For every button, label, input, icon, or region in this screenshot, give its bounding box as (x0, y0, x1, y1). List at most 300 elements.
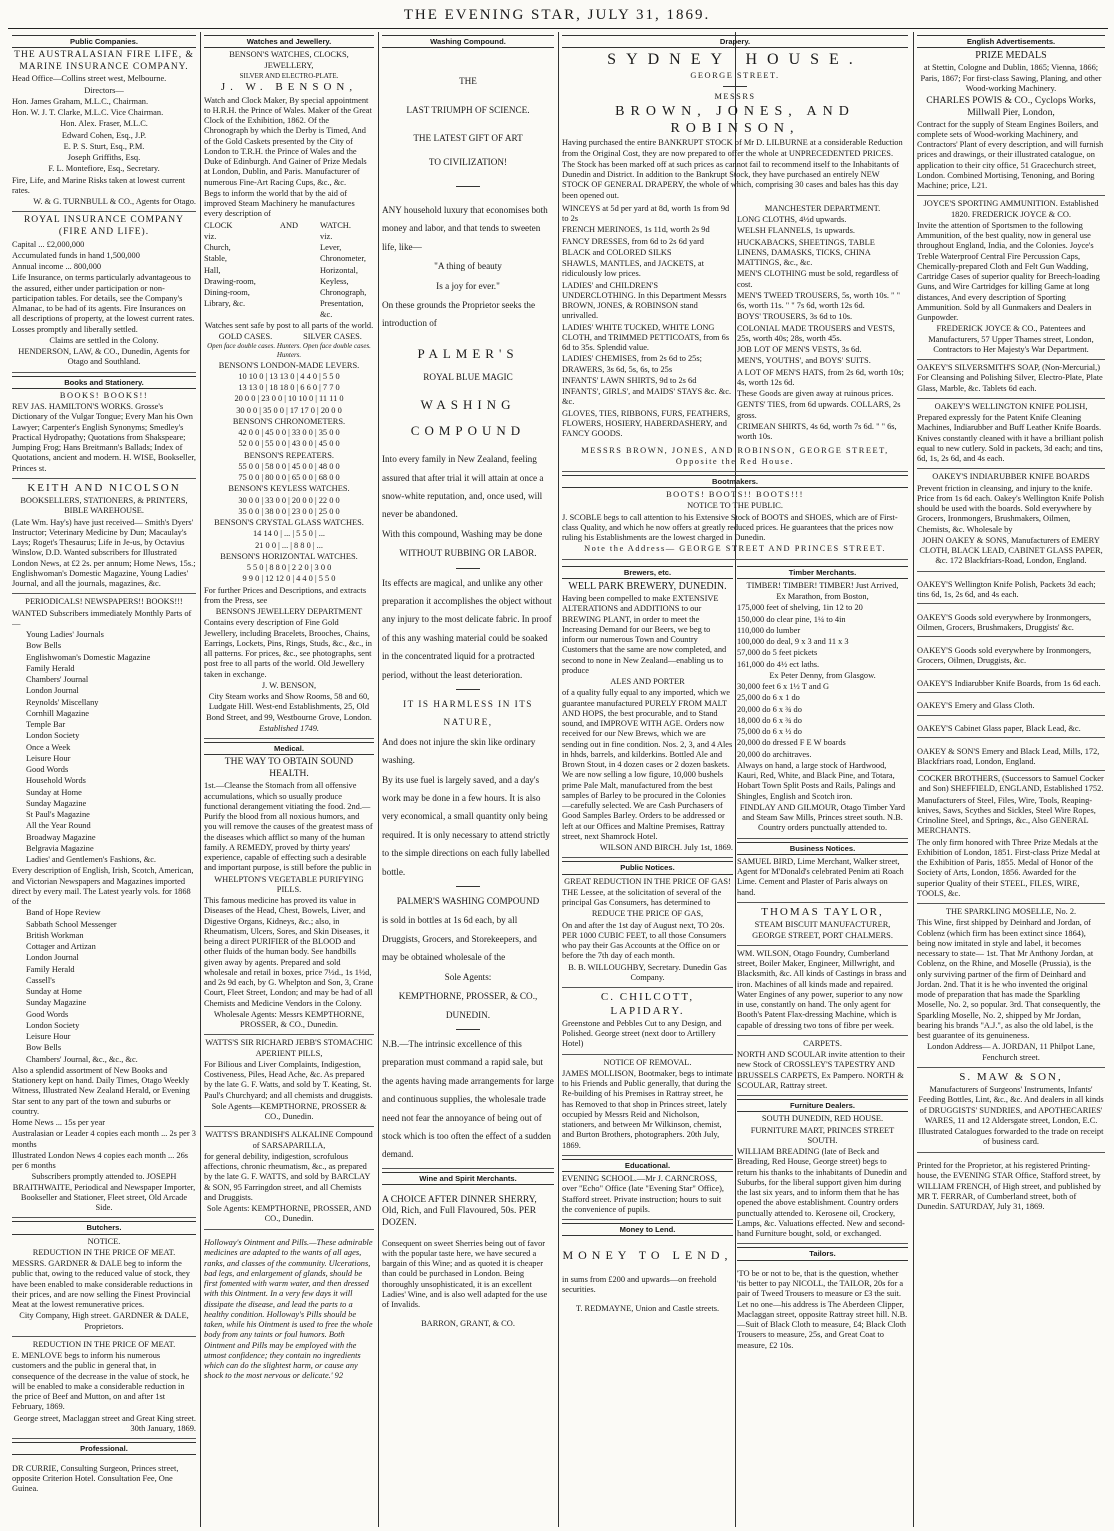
column-1 (12, 32, 196, 1527)
section-heading: Wine and Spirit Merchants. (382, 1172, 554, 1185)
list-item: Good Words (26, 765, 69, 775)
list-item: Drawing-room, (204, 276, 256, 286)
ad-text: REDUCE THE PRICE OF GAS, (591, 909, 704, 919)
ad-text: Accumulated funds in hand 1,500,000 (12, 250, 140, 260)
ad-text: Begs to inform the world that by the aid of improved Steam Machinery he manufactures every description of (204, 188, 355, 219)
ad-oakey-polish (917, 402, 1105, 470)
ad-title: COCKER BROTHERS, (Successors to Samuel Cocker and Son) SHEFFIELD, ENGLAND, Established 1752. (918, 774, 1104, 794)
ad-text: NOTICE. (87, 1236, 121, 1246)
ad-text: WATCH. (320, 220, 351, 230)
ad-text: E. P. S. Sturt, Esq., P.M. (63, 141, 145, 151)
ad-title: BENSON'S WATCHES, CLOCKS, JEWELLERY, (229, 50, 349, 70)
list-item: viz. (320, 231, 333, 241)
table-row: 161,000 do 4½ ect laths. (737, 659, 820, 669)
ad-timber (737, 581, 908, 839)
column-2 (204, 32, 374, 1527)
ad-text: Hon. Alex. Fraser, M.L.C. (60, 119, 148, 129)
ad-maw (917, 1071, 1105, 1153)
divider (456, 886, 480, 887)
ad-text: W. & G. TURNBULL & CO., Agents for Otago. (33, 197, 196, 207)
price-row: 35 0 0 | 38 0 0 | 23 0 0 | 25 0 0 (238, 506, 340, 516)
ad-text: Annual income ... 800,000 (12, 262, 102, 272)
list-item: Sunday Magazine (26, 798, 87, 808)
list-item: Library, &c. (204, 299, 246, 309)
ad-text: ANY household luxury that economises both money and labor, and that tends to sweeten life, like— (382, 204, 548, 252)
list-item: MEN'S CLOTHING must be sold, regardless of cost. (737, 269, 899, 289)
ad-text: for general debility, indigestion, scrofulous affections, chronic rheumatism, &c., as prepared by the late G. F. WATTS, and sold by BARCLAY & SON, 95 Farringdon street, and all Chemists and Druggists. (204, 1151, 371, 1202)
ad-text: MANCHESTER DEPARTMENT. (764, 203, 881, 213)
ad-title: MONEY TO LEND, (562, 1248, 733, 1263)
ad-text: WITHOUT RUBBING OR LABOR. (399, 548, 537, 559)
section-heading: Educational. (562, 1159, 733, 1172)
ad-breading (737, 1114, 908, 1244)
timber-list (737, 603, 908, 670)
column-rule (378, 32, 379, 1527)
ad-menlove (12, 1340, 196, 1439)
list-item: Sunday at Home (26, 987, 82, 997)
ad-title: BENSON'S JEWELLERY DEPARTMENT (215, 607, 363, 616)
list-item: Dining-room, (204, 288, 250, 298)
ad-text: Joseph Griffiths, Esq. (67, 153, 141, 163)
list-item: Reynolds' Miscellany (26, 697, 99, 707)
ad-text: And does not injure the skin like ordinary washing. (382, 736, 536, 766)
column-4 (562, 32, 908, 1527)
ad-text: MESSRS. GARDNER & DALE beg to inform the public that, owing to the reduced value of stock, they have been enabled to make considerable reductions in their prices, and are now selling the Finest Provincial Meat at the lowest remunerative prices. (12, 1259, 193, 1310)
price-table (204, 361, 374, 585)
ad-well-park (562, 581, 733, 858)
list-item: All the Year Round (26, 821, 91, 831)
ad-text: Edward Cohen, Esq., J.P. (61, 130, 147, 140)
manchester-list (737, 215, 908, 442)
list-item: Hall, (204, 265, 221, 275)
ad-carpets (737, 1039, 908, 1096)
divider (456, 186, 480, 187)
list-item: Englishwoman's Domestic Magazine (26, 652, 151, 662)
ad-text: at Stettin, Cologne and Dublin, 1865; Vienna, 1866; Paris, 1867; For first-class Sawing, Planing, and other Wood-working Machinery. (920, 63, 1102, 93)
list-item: Cottager and Artizan (26, 942, 96, 952)
periodical-list (12, 630, 196, 865)
list-item: Lever, (320, 243, 342, 253)
table-row: 20,000 do 6 x ¾ do (737, 704, 802, 714)
ad-palmers-washing (382, 72, 554, 1169)
section-heading: Professional. (12, 1442, 196, 1455)
ad-text: ALES AND PORTER (610, 677, 685, 687)
list-item: Presentation, &c. (320, 299, 364, 319)
ad-currie (12, 1464, 196, 1495)
list-item: St Paul's Magazine (26, 810, 90, 820)
ad-text: Prevent friction in cleansing, and injury to the knife. Price from 1s 6d each. Oakey's Wellington Knife Polish should be used with the boards. Sold everywhere by Grocers, Ironmongers, Brushmakers, Oilmen, Chemists, &c. Wholesale by (917, 483, 1104, 534)
ad-text: For further Prices and Descriptions, and extracts from the Press, see (204, 585, 367, 605)
price-table-header (204, 332, 374, 342)
ad-title: THOMAS TAYLOR, (761, 905, 884, 918)
column-3 (382, 32, 554, 1527)
list-item: FRENCH MERINOES, 1s 11d, worth 2s 9d (562, 225, 710, 235)
ad-text: George street, Maclaggan street and Great King street. 30th January, 1869. (13, 1413, 196, 1433)
ad-text: Note the Address— GEORGE STREET AND PRINCES STREET. (584, 544, 886, 554)
list-item: OAKEY'S Emery and Glass Cloth. (917, 701, 1105, 715)
ad-periodicals (12, 597, 196, 1218)
list-item: OAKEY'S Goods sold everywhere by Ironmongers, Oilmen, Grocers, Brushmakers, Druggists' &c. (917, 613, 1105, 638)
table-row: 100,000 do deal, 9 x 3 and 11 x 3 (737, 637, 849, 647)
ad-title: J. W. BENSON, (220, 81, 358, 94)
ad-text: DR CURRIE, Consulting Surgeon, Princes street, opposite Criterion Hotel. Consultation Fee, One Guinea. (12, 1463, 179, 1494)
ad-text: Watch and Clock Maker, By special appointment to H.R.H. the Prince of Wales. Maker of the Great Clock of the Exhibition, 1862. Of the Chronograph by which the Derby is Timed, And of the Gold Caskets presented by the City of London to T.R.H. the Prince of Wales and the Duke of Edinburgh. And Gainer of Prize Medals at London, Dublin, and Paris. Manufacturer of numerous Fine-Art Racing Cups, &c., &c. (204, 95, 372, 187)
list-item: LADIES' WHITE TUCKED, WHITE LONG CLOTH, and TRIMMED PETTICOATS, from 6s 6d to 35s. Splendid value. (562, 322, 730, 353)
ad-text: Is a joy for ever." (436, 280, 500, 291)
divider (456, 1029, 480, 1030)
ad-text: E. MENLOVE begs to inform his numerous customers and the public in general that, in consequence of the decrease in the value of stock, he will be enabled to make a considerable reduction in the price of Beef and Mutton, on and after 1st February, 1869. (12, 1351, 190, 1412)
ad-mollison (562, 1058, 733, 1156)
price-table-heading: BENSON'S HORIZONTAL WATCHES. (220, 551, 358, 561)
ad-text: J. W. BENSON, (261, 680, 317, 690)
ad-text: STEAM BISCUIT MANUFACTURER, GEORGE STREET, PORT CHALMERS. (752, 920, 893, 940)
ad-text: With this compound, Washing may be done (382, 528, 543, 539)
list-item: OAKEY'S Goods sold everywhere by Ironmongers, Grocers, Oilmen, Druggists, &c. (917, 646, 1105, 671)
ad-title: WHELPTON'S VEGETABLE PURIFYING PILLS. (214, 874, 364, 894)
ad-text: CLOCK (204, 220, 233, 230)
ad-text: SOUTH DUNEDIN, RED HOUSE. (761, 1114, 884, 1124)
ad-sarsaparilla (204, 1130, 374, 1229)
ad-text: Home News ... 15s per year (12, 1118, 106, 1128)
ad-text: Manufacturers of Steel, Files, Wire, Tools, Reaping-knives, Saws, Scythes and Sickles, Steel Wire Ropes, Crinoline Steel, and Springs, &c., Also GENERAL MERCHANTS. (917, 795, 1096, 836)
list-item: LADIES' and CHILDREN'S UNDERCLOTHING. In this Department Messrs BROWN, JONES, & ROBINSON stand unrivalled. (562, 280, 727, 321)
divider (723, 86, 747, 87)
ad-text: MESSRS (714, 92, 756, 102)
ad-text: Also a splendid assortment of New Books and Stationery kept on hand. Daily Times, Otago Weekly Witness, Illustrated New Zealand Herald, or Evening Star sent to any part of the town and suburbs or country. (12, 1065, 190, 1116)
table-row: 57,000 do 5 feet pickets (737, 648, 818, 658)
ad-text: Printed for the Proprietor, at his registered Printing-house, the EVENING STAR Office, Stafford street, by WILLIAM FRENCH, of High street, and published by MR T. FERRAR, of Cumberland street, both of Dunedin. SATURDAY, July 31, 1869. (917, 1161, 1101, 1212)
list-item: JOB LOT OF MEN'S VESTS, 3s 6d. (737, 345, 862, 355)
list-item: London Journal (26, 953, 79, 963)
section-heading: Public Notices. (562, 861, 733, 874)
ad-text: Into every family in New Zealand, feeling assured that after trial it will attain at once a snow-white reputation, and, once used, will never be abandoned. (382, 454, 544, 520)
section-heading: English Advertisements. (917, 35, 1105, 48)
ad-text: Illustrated Catalogues forwarded to the trade on receipt of business card. (918, 1127, 1104, 1147)
ad-text: Sole Agents: (444, 971, 492, 982)
ad-text: HENDERSON, LAW, & CO., Dunedin, Agents for Otago and Southland. (18, 347, 190, 367)
ad-text: Contract for the supply of Steam Engines Boilers, and complete sets of Wood-working Machinery, and Contractors' Plant of every description, and will furnish prices and drawings, or their illustrated catalogue, on application to their city office, 51 Gracechurch street, London. Combined Mortising, Tenoning, and Boring Machine; price, L21. (917, 119, 1104, 191)
price-table-heading: BENSON'S KEYLESS WATCHES. (228, 484, 350, 494)
table-row: 175,000 feet of shelving, 1in 12 to 20 (737, 603, 863, 613)
ad-text: SILVER AND ELECTRO-PLATE. (239, 71, 339, 80)
ad-text: Directors— (84, 85, 124, 95)
price-row: 75 0 0 | 80 0 0 | 65 0 0 | 68 0 0 (238, 473, 340, 482)
ad-text: WANTED Subscribers immediately Monthly Parts of— (12, 608, 192, 628)
column-rule (200, 32, 201, 1527)
ad-powis (917, 50, 1105, 196)
list-item: Cornhill Magazine (26, 708, 90, 718)
ad-text: JAMES MOLLISON, Bootmaker, begs to intimate to his Friends and Public generally, that during the Re-building of his Premises in Rattray street, he has Removed to that shop in Princes street, lately occupied by Messrs Reid and Nicholson, stationers, and between Mr Wilkinson, chemist, and Burton Brothers, photographers. 20th July, 1869. (562, 1068, 733, 1150)
table-row: 30,000 feet 6 x 1½ T and G (737, 682, 830, 692)
list-item: These Goods are given away at ruinous prices. (737, 389, 894, 399)
ad-text: FINDLAY AND GILMOUR, Otago Timber Yard and Steam Saw Mills, Princes street south. N.B. Country orders punctually attended to. (739, 802, 906, 833)
list-item: Chronograph, (320, 288, 367, 298)
ad-wilson (737, 949, 908, 1036)
lower-left (562, 563, 733, 1360)
list-item: Chronometer, (320, 254, 366, 264)
ad-title: BROWN, JONES, AND ROBINSON, (615, 104, 855, 137)
list-item: GENTS' TIES, from 6d upwards. COLLARS, 2s gross. (737, 400, 901, 420)
price-row: 42 0 0 | 45 0 0 | 33 0 0 | 35 0 0 (238, 428, 340, 437)
ad-text: BOOKSELLERS, STATIONERS, & PRINTERS, BIBLE WAREHOUSE. (20, 496, 188, 516)
list-item: WINCEYS at 5d per yard at 8d, worth 1s from 9d to 2s (562, 203, 730, 224)
periodical-list (12, 908, 196, 1065)
ad-title: PERIODICALS! NEWSPAPERS!! BOOKS!!! (25, 597, 183, 607)
ad-text: London Address— A. JORDAN, 11 Philpot Lane, Fenchurch street. (927, 1042, 1095, 1062)
ad-text: The Stock has been marked off at such prices as cannot fail to recommend itself to the Inhabitants of Dunedin and District. In addition to the Bankrupt Stock, they have purchased an entirely NEW STOCK OF GENERAL DRAPERY, the whole of which, comprising 30 cases and bales has this day been opened out. (562, 159, 900, 200)
ad-text: Prepared expressly for the Patent Knife Cleaning Machines, Indiarubber and Buff Leather Knife Boards. Knives constantly cleaned with it have a brilliant polish equal to new cutlery. Sold in packets, 3d each; and tins, 6d, 1s, 2s 6d, and 4s each. (917, 413, 1104, 464)
ad-text: This famous medicine has proved its value in Diseases of the Head, Chest, Bowels, Liver, and Digestive Organs, Kidneys, &c.; also, in Rheumatism, Ulcers, Sores, and Skin Diseases, it being a direct PURIFIER of the BLOOD and other fluids of the human body. See handbills given away by agents. Prepared and sold wholesale and retail in boxes, price 7½d., 1s 1½d, and 2s 9d each, by G. Whelpton and Son, 3, Crane Court, Fleet Street, London; and may be had of all Chemists and Medicine Vendors in the Colony. (204, 896, 374, 1008)
price-row: 5 5 0 | 8 8 0 | 2 2 0 | 3 0 0 (246, 563, 332, 572)
list-item: BLACK and COLORED SILKS (562, 247, 672, 257)
ad-cocker (917, 774, 1105, 904)
list-item: Chambers' Journal (26, 675, 89, 685)
ad-title: NOTICE OF REMOVAL. (603, 1057, 692, 1067)
list-item: London Society (26, 731, 80, 741)
column-5 (917, 32, 1105, 1527)
ad-text: KEMPTHORNE, PROSSER, & CO., DUNEDIN. (398, 991, 538, 1020)
ad-title: KEITH AND NICOLSON (27, 481, 181, 494)
list-item: LADIES' CHEMISES, from 2s 6d to 25s; DRAWERS, 3s 6d, 5s, 6s, to 25s (562, 354, 702, 374)
list-item: MEN'S TWEED TROUSERS, 5s, worth 10s. " " 6s, worth 11s. " " 7s 6d, worth 12s 6d. (737, 290, 900, 311)
table-row: 20,000 do dressed F E W boards (737, 738, 846, 748)
ad-text: City Company, High street. GARDNER & DALE, Proprietors. (19, 1311, 189, 1331)
section-heading: Drapery. (562, 35, 908, 48)
list-item: FANCY DRESSES, from 6d to 2s 6d yard (562, 236, 704, 246)
list-item: A LOT OF MEN'S HATS, from 2s 6d, worth 10s; 4s, worth 12s 6d. (737, 367, 904, 387)
ad-keith-nicolson (12, 482, 196, 595)
list-item: OAKEY'S Wellington Knife Polish, Packets 3d each; tins 6d, 1s, 2s 6d, and 4s each. (917, 580, 1105, 605)
ad-joyce (917, 199, 1105, 360)
ad-text: (Late Wm. Hay's) have just received— Smith's Dyers' Instructor; Veterinary Medicine by Dun; Macaulay's Lays; Roget's Thesaurus; Life in Je-us, by Octavius Winslow, D.D. Wanted subscribers for Illustrated London News, at £2 2s. per annum; Home News, 15s.; Englishwoman's Domestic Magazine, Young Ladies' Journal, and all the journals, magazines, &c. (12, 517, 196, 589)
ad-text: Every description of English, Irish, Scotch, American, and Victorian Newspapers and Magazines imported direct by every mail. The Latest yearly vols. for 1868 of the (12, 866, 194, 907)
list-item: Family Herald (26, 663, 75, 673)
ad-text: Its effects are magical, and unlike any other preparation it accomplishes the object without any injury to the most delicate fabric. In proof of this any washing material could be soaked in the concentrated liquid for a protracted period, without the least deterioration. (382, 577, 552, 680)
ad-text: WILLIAM BREADING (late of Beck and Breading, Red House, George street) begs to return his thanks to the inhabitants of Dunedin and Suburbs, for the liberal support given him during the last six years, and to inform them that he has opened the above establishment. Country orders punctually attended to. Kerosene oil, Crockery, Lamps, &c. Valuations effected. New and second-hand Furniture bought, sold, or exchanged. (737, 1147, 907, 1239)
ad-oakey-boards (917, 472, 1105, 571)
list-item: Leisure Hour (26, 1032, 71, 1042)
ad-title: OAKEY'S WELLINGTON KNIFE POLISH, (934, 401, 1088, 411)
ad-text: TO CIVILIZATION! (428, 157, 508, 168)
ad-text: Wholesale Agents: Messrs KEMPTHORNE, PROSSER, & CO., Dunedin. (213, 1009, 365, 1030)
ad-text: Watches sent safe by post to all parts of the world. (204, 320, 374, 330)
section-heading: Watches and Jewellery. (204, 35, 374, 48)
drapery-list (562, 204, 733, 444)
price-row: 55 0 0 | 58 0 0 | 45 0 0 | 48 0 0 (238, 461, 340, 471)
list-item: Band of Hope Review (26, 908, 101, 918)
ad-text: 1st.—Cleanse the Stomach from all offensive accumulations, which so usually produce functional derangement vitiating the food. 2nd.—Purify the blood from all noxious humors, and you will remove the causes of the greatest mass of the diseases which afflict so many of the human family. A REMEDY, proved by thirty years' experience, capable of effecting such a desirable and important purpose, is still before the public in (204, 781, 373, 873)
ad-text: Capital ... £2,000,000 (12, 239, 85, 249)
price-row: 14 14 0 | ... | 5 5 0 | ... (252, 529, 326, 539)
ad-text: ROYAL BLUE MAGIC (423, 371, 513, 382)
section-heading: Medical. (204, 742, 374, 755)
ad-text: Hon. W. J. T. Clarke, M.L.C. Vice Chairman. (12, 108, 164, 118)
section-heading: Business Notices. (737, 842, 908, 855)
ad-text: City Steam works and Show Rooms, 58 and 60, Ludgate Hill. West-end Establishments, 25, Old Bond Street, and 99, Westbourne Grove, London. (206, 692, 372, 722)
section-heading: Public Companies. (12, 35, 196, 48)
ad-text: Holloway's Ointment and Pills.—These admirable medicines are adapted to the wants of all ages, ranks, and classes of the community. Ulcerations, bad legs, and enlargement of glands, should be first fomented with warm water, and then dressed with this Ointment. In a very few days it will dissipate the disease, and lead the parts to a healthy condition. Holloway's Pills should be taken, while his Ointment is used to free the whole body from any taints or foul humors. Both Ointment and Pills may be employed with the utmost confidence; they contain no ingredients which can do the slightest harm, or cause any shock to the most nervous or delicate.' 92 (204, 1238, 373, 1381)
ad-text: Life Insurance, on terms particularly advantageous to the assured, either under participation or non-participation tables. For details, see the Company's Almanac, to be had of its agents. Fire Insurances on all descriptions of property, at the lowest current rates. Losses promptly and liberally settled. (12, 273, 195, 334)
ad-title: BOOKS! BOOKS!! (59, 390, 149, 400)
ad-text: NORTH AND SCOULAR invite attention to their new Stock of CROSSLEY'S TAPESTRY AND BRUSSELS CARPETS, Ex Pampero. NORTH & SCOULAR, Rattray street. (737, 1050, 905, 1090)
ad-text: WILSON AND BIRCH. July 1st, 1869. (599, 843, 733, 853)
section-heading: Tailors. (737, 1247, 908, 1260)
ad-title: PRIZE MEDALS (975, 50, 1047, 62)
ad-title: A CHOICE AFTER DINNER SHERRY, Old, Rich, and Full Flavoured, 50s. PER DOZEN. (382, 1194, 537, 1228)
list-item: Church, (204, 243, 231, 253)
price-row: 30 0 0 | 33 0 0 | 20 0 0 | 22 0 0 (238, 495, 340, 505)
ad-text: Greenstone and Pebbles Cut to any Design, and Polished. George street (next door to Artillery Hotel) (562, 1018, 722, 1049)
ad-text: By its use fuel is largely saved, and a day's work may be done in a few hours. It is also very economical, a small quantity only being required. It is only necessary to attend strictly to the simple directions on each fully labelled bottle. (382, 774, 550, 877)
ad-text: T. REDMAYNE, Union and Castle streets. (575, 1303, 720, 1313)
ad-text: Contains every description of Fine Gold Jewellery, including Bracelets, Brooches, Chains, Earrings, Lockets, Pins, Rings, Studs, &c., &c., in all patterns. For prices, &c., see photographs, sent post free to all parts of the world. Old Jewellery taken in exchange. (204, 618, 372, 679)
ad-title: S. MAW & SON, (959, 1070, 1063, 1083)
clock-watch-list (204, 221, 374, 321)
ad-text: Always on hand, a large stock of Hardwood, Kauri, Red, White, and Black Pine, and Totara, Hobart Town Split Posts and Rails, Palings and Shingles, English and Scotch iron. (737, 760, 896, 801)
price-table-heading: BENSON'S REPEATERS. (244, 450, 334, 460)
list-item: MEN'S, YOUTHS', and BOYS' SUITS. (737, 356, 871, 366)
ad-text: Manufacturers of Surgeons' Instruments, Infants' Feeding Bottles, Lint, &c., &c. And dealers in all kinds of DRUGGISTS' SUNDRIES, and APOTHECARIES' WARES, 11 and 12 Aldersgate street, London, E.C. (918, 1085, 1104, 1125)
section-heading: Money to Lend. (562, 1223, 733, 1236)
ad-text: "A thing of beauty (434, 261, 502, 272)
table-row: 18,000 do 6 x ¾ do (737, 715, 802, 725)
list-item: HUCKABACKS, SHEETINGS, TABLE LINENS, DAMASKS, TICKS, CHINA MATTINGS, &c., &c. (737, 237, 875, 268)
list-item: Family Herald (26, 964, 75, 974)
list-item: Stable, (204, 254, 228, 264)
ad-sherry (382, 1195, 554, 1330)
ad-text: B. B. WILLOUGHBY, Secretary. Dunedin Gas Company. (568, 962, 727, 982)
ad-text: SILVER CASES. (303, 332, 362, 342)
ad-school (562, 1174, 733, 1220)
ad-text: THE LATEST GIFT OF ART (413, 133, 523, 144)
ad-hamilton-books (12, 391, 196, 479)
ad-sydney-house (562, 50, 908, 472)
ad-text: Ex Marathon, from Boston, (776, 592, 869, 602)
ad-title: PALMER'S (417, 345, 519, 361)
ad-text: WM. WILSON, Otago Foundry, Cumberland street, Boiler Maker, Engineer, Millwright, and Blacksmith, &c. All kinds of Castings in brass and iron. Machines of all kinds made and repaired. Water Engines of any power, superior to any now in use, constantly on hand. The only agent for Booth's Patent Flax-dressing Machine, which is capable of dressing two tons of fibre per week. (737, 948, 907, 1030)
list-item: Broadway Magazine (26, 832, 96, 842)
ad-text: GEORGE STREET. (690, 70, 780, 80)
ad-scoble (562, 490, 908, 560)
ad-text: Sole Agents—KEMPTHORNE, PROSSER & CO., Dunedin. (211, 1101, 367, 1122)
list-item: London Society (26, 1020, 80, 1030)
ad-title: ROYAL INSURANCE COMPANY (FIRE AND LIFE). (23, 215, 185, 237)
ad-text: Consequent on sweet Sherries being out of favor with the popular taste here, we have secured a bargain of this Wine; and as quoted it is cheaper than could be purchased in London. Being thoroughly unsophisticated, it is an excellent Ladies' Wine, and is also well adapted for the use of Invalids. (382, 1238, 548, 1310)
price-row: 30 0 0 | 35 0 0 | 17 17 0 | 20 0 0 (236, 405, 342, 415)
ad-text: SAMUEL BIRD, Lime Merchant, Walker street, Agent for M'Donald's celebrated Penim ati Roach Lime. Cement and Plaster of Paris always on hand. (737, 856, 904, 897)
ad-text: The only firm honored with Three Prize Medals at the Exhibition of London, 1851. First-class Prize Medal at the Exhibition of Paris, 1855. Medal of Honor of the Society of Arts, London, 1856. Awarded for the superior Quality of their STEEL, FILES, WIRE, TOOLS, &c. (917, 837, 1101, 898)
list-item: OAKEY'S Indiarubber Knife Boards, from 1s 6d each. (917, 679, 1105, 693)
list-item: Leisure Hour (26, 753, 71, 763)
ad-title: BOOTS! BOOTS!! BOOTS!!! (666, 490, 804, 500)
table-row: 150,000 do clear pine, 1¼ to 4in (737, 614, 846, 624)
ad-text: in sums from £200 and upwards—on freehold securities. (562, 1275, 717, 1295)
lower-half (562, 563, 908, 1360)
price-row: 52 0 0 | 55 0 0 | 43 0 0 | 45 0 0 (238, 439, 340, 449)
ad-title: THE AUSTRALASIAN FIRE LIFE, & MARINE INSURANCE COMPANY. (14, 50, 194, 72)
ad-nicoll (737, 1269, 908, 1351)
ad-text: This Wine, first shipped by Deinhard and Jordan, of Coblenz (which firm has been extinct since 1864), being now imitated in style and label, it becomes necessary to state— 1st. That Mr Anthony Jordan, at Coblenz, on the Rhine, and Moselle (Prussia), is the only surviving partner of the firm of Deinhard and Jordan. 2nd. That it is he who invented the original mode of preparation that has made the Sparkling Moselle, No. 2, so popular. 3rd. That consequently, the Sparkling Moselle, No. 2, shipped by Mr Jordan, bearing his brands "A.J.", as also the old label, is the best guarantee of its genuineness. (917, 918, 1101, 1041)
ad-text: 'TO be or not to be, that is the question, whether 'tis better to pay NICOLL, the TAILOR, 20s for a pair of Tweed Trousers to measure or £3 the suit. Let no one—his address is The Aberdeen Clipper, Maclaggan street, opposite Rattray street hill. N.B.—Suit of Black Cloth to measure, £4; Black Cloth Trousers to measure, 25s, and Great Coat to measure, £2 10s. (737, 1268, 908, 1350)
ad-text: N.B.—The intrinsic excellence of this preparation must command a rapid sale, but the agents having made arrangements for large and continuous supplies, the wholesale trade need not fear the annoyance of being out of stock which is too often the effect of a sudden demand. (382, 1038, 554, 1160)
ad-taylor (737, 906, 908, 946)
ad-text: Having purchased the entire BANKRUPT STOCK of Mr D. LILBURNE at a considerable Reduction from the Original Cost, they are now prepared to offer the whole at UNPRECEDENTED PRICES. (562, 138, 903, 158)
ad-moselle (917, 907, 1105, 1068)
ad-title: CHARLES POWIS & CO., Cyclops Works, Millwall Pier, London, (926, 95, 1096, 118)
lower-right (737, 563, 908, 1360)
ad-oakey-soap (917, 363, 1105, 399)
ad-chilcott (562, 991, 733, 1055)
list-item: Household Words (26, 776, 86, 786)
ad-text: Ex Peter Denny, from Glasgow. (769, 670, 876, 680)
list-item: Once a Week (26, 742, 71, 752)
list-item: Chambers' Journal, &c., &c., &c. (26, 1054, 138, 1064)
ad-text: AND (279, 220, 299, 230)
ad-title: SYDNEY HOUSE. (607, 51, 863, 69)
column-rule (558, 32, 559, 1527)
list-item: British Workman (26, 930, 84, 940)
ad-text: On and after the 1st day of August next, TO 20s. PER 1000 CUBIC FEET, to all those Consumers who pay their Gas Accounts at the Office on or before the 7th day of each month. (562, 920, 727, 961)
oakey-list (917, 580, 1105, 771)
section-heading: Books and Stationery. (12, 376, 196, 389)
ad-text: NOTICE TO THE PUBLIC. (687, 501, 783, 511)
list-item: Keyless, (320, 276, 349, 286)
divider (456, 689, 480, 690)
ad-title: CARPETS. (803, 1038, 842, 1048)
list-item: London Journal (26, 686, 79, 696)
list-item: Belgravia Magazine (26, 843, 94, 853)
table-row: 25,000 do 6 x 1 do (737, 693, 800, 703)
ad-title: TIMBER! TIMBER! TIMBER! Just Arrived, (746, 580, 899, 590)
section-heading: Timber Merchants. (737, 566, 908, 579)
ad-text: THE Lessee, at the solicitation of several of the principal Gas Consumers, has determined to (562, 887, 722, 908)
ad-text: Hon. James Graham, M.L.C., Chairman. (12, 96, 149, 106)
ad-text: For Bilious and Liver Complaints, Indigestion, Costiveness, Piles, Head Ache, &c. As prepared by the late G. F. Watts, and sold by T. Keating, St. Paul's Churchyard; and all chemists and druggists. (204, 1059, 373, 1100)
table-row: 110,000 do lumber (737, 625, 801, 635)
ad-text: PALMER'S WASHING COMPOUND (396, 896, 540, 907)
ad-text: is sold in bottles at 1s 6d each, by all Druggists, Grocers, and Storekeepers, and may be obtained wholesale of the (382, 915, 537, 963)
ad-australasian-insurance (12, 50, 196, 212)
table-row: 75,000 do 6 x ½ do (737, 727, 802, 737)
list-item: Bow Bells (26, 1043, 62, 1053)
section-heading: Butchers. (12, 1221, 196, 1234)
ad-text: Established 1749. (258, 723, 320, 733)
ad-title: FURNITURE MART, PRINCES STREET SOUTH. (750, 1125, 895, 1145)
ad-text: OAKEY'S SILVERSMITH'S SOAP, (Non-Mercurial,) For Cleansing and Polishing Silver, Electro-Plate, Plate Glass, Marble, &c. Tablets 6d each. (917, 363, 1103, 393)
list-item: WELSH FLANNELS, 1s upwards. (737, 226, 855, 236)
ad-title: REDUCTION IN THE PRICE OF MEAT. (32, 1247, 176, 1257)
ad-text: BARRON, GRANT, & CO. (421, 1318, 515, 1328)
list-item: SHAWLS, MANTLES, and JACKETS, at ridiculously low prices. (562, 259, 704, 279)
price-row: 9 9 0 | 12 12 0 | 4 4 0 | 5 5 0 (242, 574, 336, 584)
ad-butchers (12, 1237, 196, 1337)
section-heading: Bootmakers. (562, 475, 908, 488)
section-heading: Washing Compound. (382, 35, 554, 48)
ad-text: JOHN OAKEY & SONS, Manufacturers of EMERY CLOTH, BLACK LEAD, CABINET GLASS PAPER, &c. 172 Blackfriars-Road, London, England. (919, 535, 1103, 566)
masthead: THE EVENING STAR, JULY 31, 1869. (403, 7, 711, 23)
ad-text: LAST TRIUMPH OF SCIENCE. (406, 104, 530, 115)
ad-whelpton (204, 757, 374, 1035)
ad-text: J. SCOBLE begs to call attention to his Extensive Stock of BOOTS and SHOES, which are of First-class Quality, and which he now offers at greatly reduced prices. He guarantees that the prices now ruling his Establishments are the lowest charged in Dunedin. (562, 512, 898, 543)
ad-money (562, 1248, 733, 1314)
ad-title: THE SPARKLING MOSELLE, No. 2. (945, 907, 1077, 917)
ad-title: JOYCE'S SPORTING AMMUNITION. Established 1820. FREDERICK JOYCE & CO. (923, 199, 1099, 219)
list-item: OAKEY'S Cabinet Glass paper, Black Lead, &c. (917, 724, 1105, 738)
ad-title: REDUCTION IN THE PRICE OF MEAT. (32, 1339, 176, 1349)
ad-text: EVENING SCHOOL.—Mr J. CARNCROSS, over "Echo" Office (late "Evening Star" Office), Stafford street. Private instruction; hours to suit the convenience of pupils. (562, 1174, 724, 1214)
column-rule (913, 32, 914, 1527)
list-item: Sabbath School Messenger (26, 919, 117, 929)
